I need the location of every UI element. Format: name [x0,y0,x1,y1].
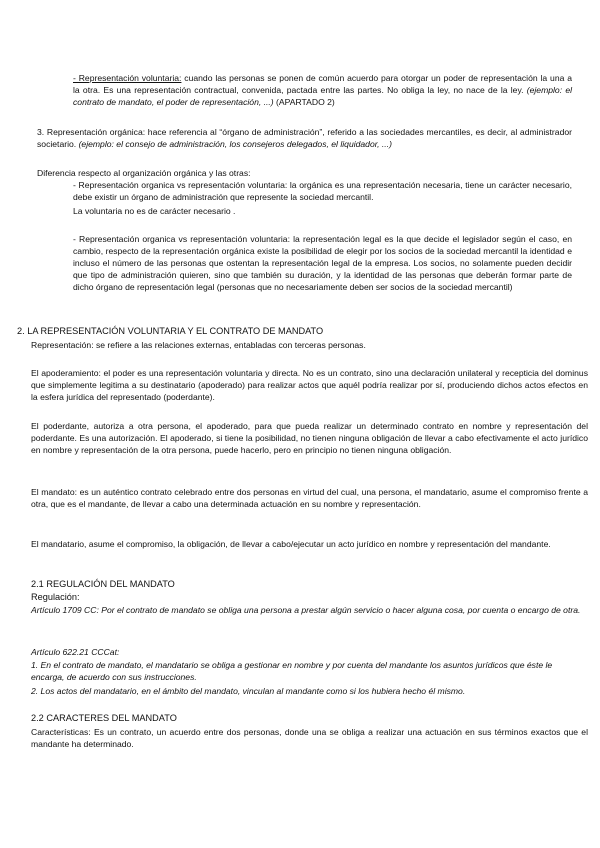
voluntaria-label: - Representación voluntaria: [73,73,182,83]
section-2-2-heading: 2.2 CARACTERES DEL MANDATO [31,713,177,723]
section-2-heading: 2. LA REPRESENTACIÓN VOLUNTARIA Y EL CONTRATO DE MANDATO [17,326,324,336]
representacion-paragraph: Representación: se refiere a las relaciones externas, entabladas con terceras personas. [31,340,366,350]
apoderamiento-paragraph: El apoderamiento: el poder es una representación voluntaria y directa. No es un contrato, sino una declaración unilateral y recepticia del dominus que simplemente legitima a su destinatario (apoderado) para realizar actos que aquél podría realizar por sí, produciendo dichos actos efectos en la esfera jurídica del representado (poderdante). [31,368,588,402]
organica-example: (ejemplo: el consejo de administración, los consejeros delegados, el liquidador, ...) [78,139,392,149]
section-2-1-heading: 2.1 REGULACIÓN DEL MANDATO [31,579,175,589]
voluntaria-paragraph [73,72,572,108]
diferencia-item-1: - Representación organica vs representación voluntaria: la orgánica es una representación necesaria, tiene un carácter necesario, debe existir un órgano de administración que represente la sociedad mercantil. [73,180,572,202]
articulo-622-title: Artículo 622.21 CCCat: [31,647,120,657]
voluntaria-text: cuando las personas se ponen de común acuerdo para otorgar un poder de representación la una a la otra. Es una representación contractual, convenida, pactada entre las partes. No obliga la ley, no nace de la ley. [73,73,573,95]
regulacion-label: Regulación: [31,592,80,602]
poderdante-paragraph: El poderdante, autoriza a otra persona, el apoderado, para que pueda realizar un determinado contrato en nombre y representación del poderdante. Es una autorización. El apoderado, si tiene la posibilidad, no tienen ninguna obligación de llevar a cabo efectivamente el acto jurídico en nombre y representación de la otra persona, puede hacerlo, pero en principio no tienen ninguna obligación. [31,421,588,455]
voluntaria-example: (ejemplo: el contrato de mandato, el poder de representación, ...) [73,85,573,107]
diferencia-title: Diferencia respecto al organización orgánica y las otras: [37,168,251,178]
caracteristicas-paragraph: Características: Es un contrato, un acuerdo entre dos personas, donde una se obliga a realizar una actuación en sus términos exactos que el mandante ha determinado. [31,727,588,749]
articulo-622-2: 2. Los actos del mandatario, en el ámbito del mandato, vinculan al mandante como si los hubiera hecho él mismo. [31,686,466,696]
articulo-622-1: 1. En el contrato de mandato, el mandatario se obliga a gestionar en nombre y por cuenta del mandante los asuntos jurídicos que éste le encarga, de acuerdo con sus instrucciones. [31,660,553,682]
mandatario-paragraph: El mandatario, asume el compromiso, la obligación, de llevar a cabo/ejecutar un acto jurídico en nombre y representación del mandante. [31,539,551,549]
mandato-paragraph: El mandato: es un auténtico contrato celebrado entre dos personas en virtud del cual, una persona, el mandatario, asume el compromiso frente a otra, que es el mandante, de llevar a cabo una determinada actuación en su nombre y representación. [31,487,588,509]
organica-paragraph [37,126,572,150]
diferencia-item-1b: La voluntaria no es de carácter necesario . [73,206,236,216]
diferencia-item-2: - Representación organica vs representación voluntaria: la representación legal es la que decide el legislador según el caso, en cambio, respecto de la representación orgánica existe la posibilidad de elegir por los socios de la sociedad mercantil la identidad e incluso el número de las personas que ostentan la representación legal de la empresa. Los socios, no solamente pueden decidir que tipo de administración quieren, sino que también su duración, y la identidad de las personas que deberán formar parte de dicho órgano de representación legal (personas que no necesariamente deben ser socios de la sociedad mercantil) [73,234,572,292]
voluntaria-tail: (APARTADO 2) [273,97,335,107]
organica-text: 3. Representación orgánica: hace referencia al “órgano de administración”, referido a las sociedades mercantiles, es decir, al administrador societario. [37,127,572,149]
articulo-1709: Artículo 1709 CC: Por el contrato de mandato se obliga una persona a prestar algún servicio o hacer alguna cosa, por cuenta o encargo de otra. [31,605,581,615]
